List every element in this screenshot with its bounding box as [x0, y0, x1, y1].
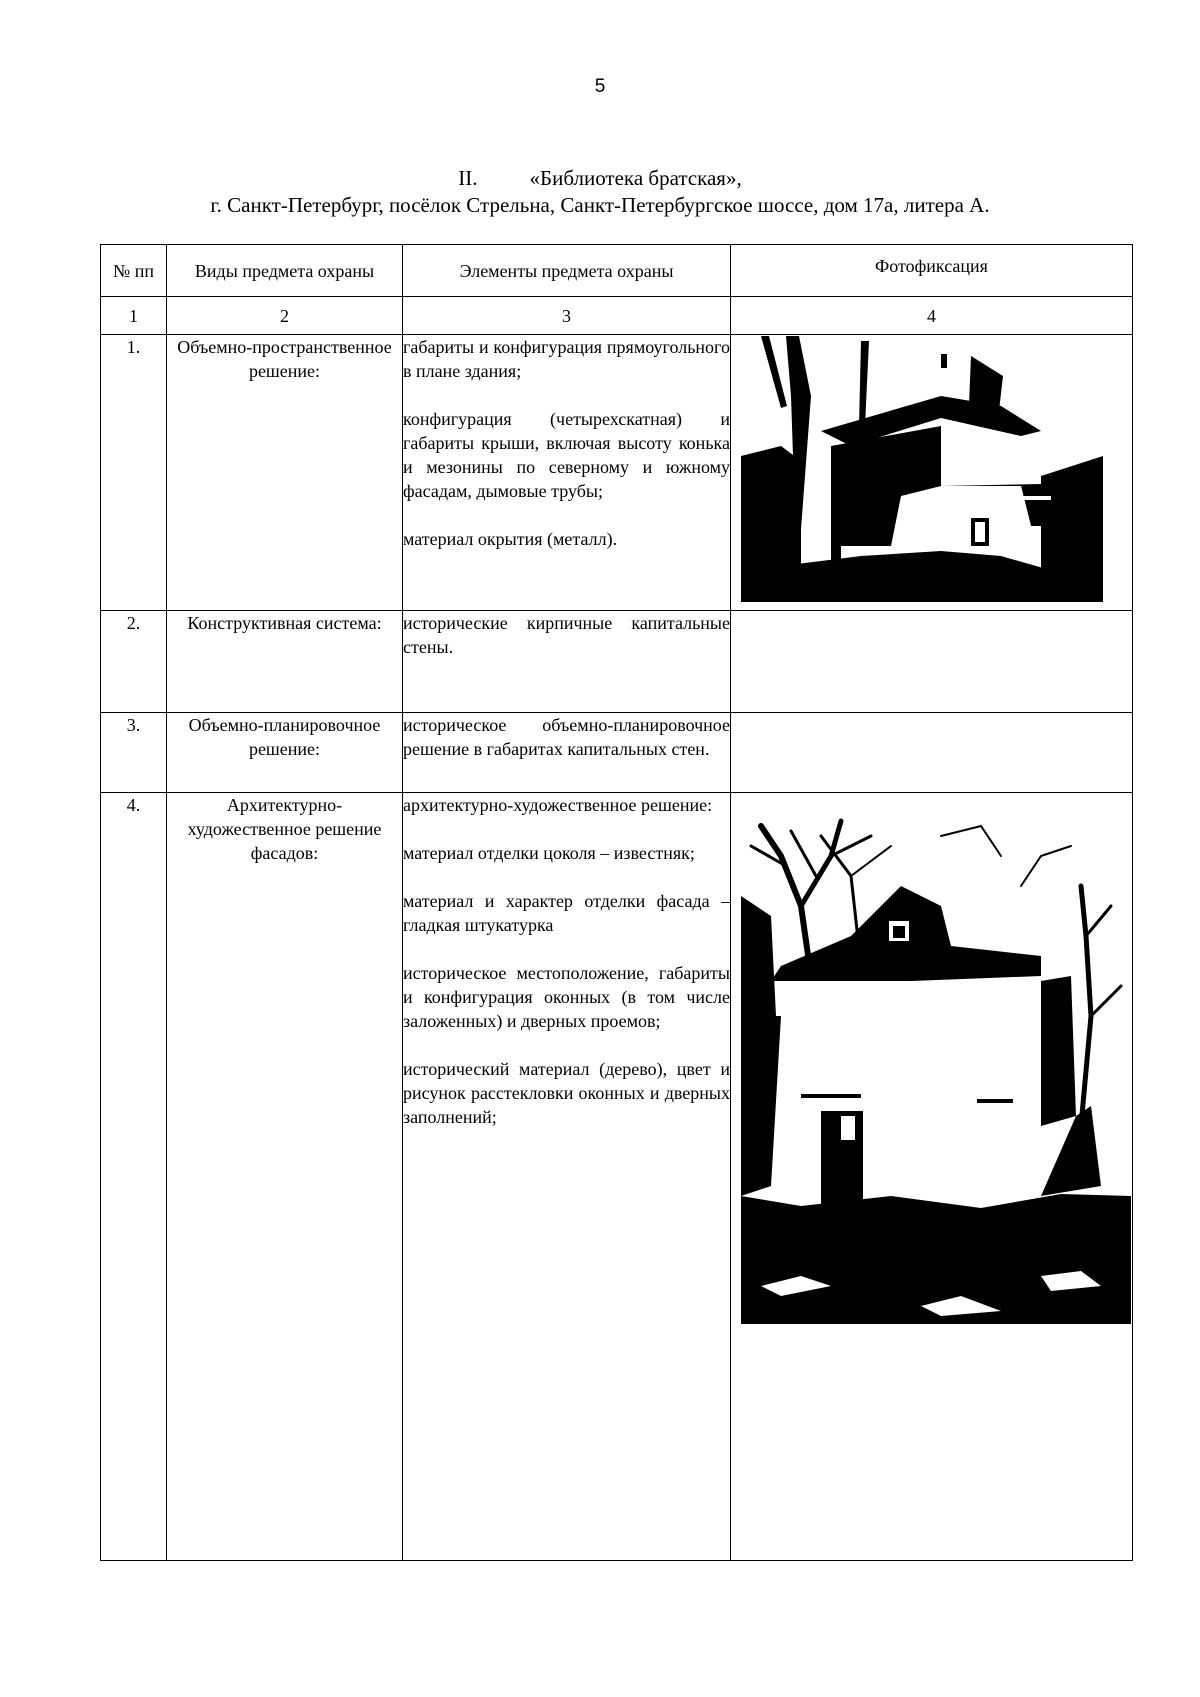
page-number: 5 [594, 76, 606, 97]
index-cell: 3 [403, 297, 731, 335]
header-kind: Виды предмета охраны [167, 245, 403, 297]
building-photo-2 [741, 816, 1131, 1324]
row-number: 2. [101, 611, 167, 713]
table-row [101, 793, 1133, 1561]
row-number: 4. [101, 793, 167, 1561]
element-text: исторический материал (дерево), цвет и рисунок расстекловки оконных и дверных заполнений; [403, 1059, 730, 1127]
photo-cell [731, 611, 1133, 713]
table-row [101, 713, 1133, 793]
photo-cell [731, 713, 1133, 793]
element-text: материал и характер отделки фасада – гладкая штукатурка [403, 891, 730, 935]
protection-kind: Архитектурно-художественное решение фасадов: [167, 793, 403, 1561]
protection-kind: Конструктивная система: [167, 611, 403, 713]
table-header-row [101, 245, 1133, 297]
element-text: исторические кирпичные капитальные стены. [403, 613, 730, 657]
section-number: II. [458, 166, 478, 190]
header-number: № пп [101, 245, 167, 297]
photo-cell [731, 793, 1133, 1561]
protection-elements [403, 335, 731, 611]
element-text: материал окрытия (металл). [403, 529, 618, 549]
object-title: «Библиотека братская», [529, 166, 742, 190]
object-address: г. Санкт-Петербург, посёлок Стрельна, Санкт-Петербургское шоссе, дом 17а, литера А. [210, 193, 990, 217]
index-cell: 2 [167, 297, 403, 335]
row-number: 1. [101, 335, 167, 611]
photo-cell [731, 335, 1133, 611]
element-text: конфигурация (четырехскатная) и габариты крыши, включая высоту конька и мезонины по северному и южному фасадам, дымовые трубы; [403, 409, 730, 501]
protection-table [100, 244, 1133, 1561]
table-row [101, 335, 1133, 611]
element-text: историческое местоположение, габариты и конфигурация оконных (в том числе заложенных) и дверных проемов; [403, 963, 730, 1031]
row-number: 3. [101, 713, 167, 793]
building-photo-1 [741, 336, 1103, 602]
index-cell: 4 [731, 297, 1133, 335]
element-text: архитектурно-художественное решение: [403, 795, 713, 815]
element-text: габариты и конфигурация прямоугольного в плане здания; [403, 337, 730, 381]
protection-elements [403, 713, 731, 793]
element-text: материал отделки цоколя – известняк; [403, 843, 695, 863]
element-text: историческое объемно-планировочное решение в габаритах капитальных стен. [403, 715, 730, 759]
protection-kind: Объемно-планировочное решение: [167, 713, 403, 793]
document-heading [0, 166, 1200, 191]
header-elements: Элементы предмета охраны [403, 245, 731, 297]
table-index-row [101, 297, 1133, 335]
header-photo: Фотофиксация [731, 245, 1133, 297]
index-cell: 1 [101, 297, 167, 335]
protection-elements [403, 793, 731, 1561]
protection-elements [403, 611, 731, 713]
table-row [101, 611, 1133, 713]
protection-kind: Объемно-пространственное решение: [167, 335, 403, 611]
